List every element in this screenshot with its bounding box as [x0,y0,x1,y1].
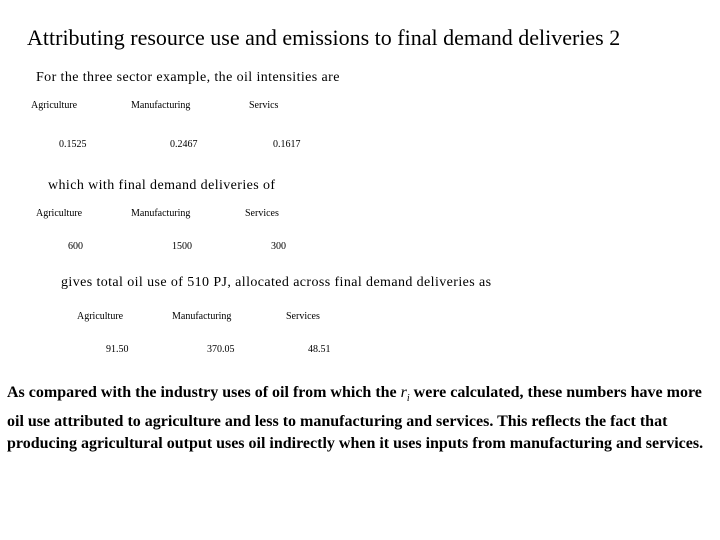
final-demand-lead: which with final demand deliveries of [48,178,276,193]
explanation-text-end: were calculated, these numbers have more oil use attributed to agriculture and less to manufacturing and services. This reflects the fact that producing agricultural output uses oil indirectly when it uses inputs from manufacturing and services. [7,384,704,453]
demand-value-services: 300 [271,241,286,252]
allocation-value-services: 48.51 [308,344,331,355]
allocation-lead: gives total oil use of 510 PJ, allocated across final demand deliveries as [61,275,492,290]
intensity-variable: $r_i$ [400,384,410,405]
demand-value-manufacturing: 1500 [172,241,192,252]
allocation-value-agriculture: 91.50 [106,344,129,355]
allocation-header-agriculture: Agriculture [77,311,124,322]
allocation-value-manufacturing: 370.05 [207,344,235,355]
allocation-header-services: Services [286,311,320,322]
intensity-header-agriculture: Agriculture [31,100,78,111]
allocation-header-manufacturing: Manufacturing [172,311,232,322]
demand-header-agriculture: Agriculture [36,208,83,219]
intensity-header-services: Servics [249,100,279,111]
demand-header-services: Services [245,208,279,219]
demand-header-manufacturing: Manufacturing [131,208,191,219]
demand-value-agriculture: 600 [68,241,83,252]
slide-title: Attributing resource use and emissions to final demand deliveries 2 [27,25,621,50]
intensities-lead: For the three sector example, the oil intensities are [36,70,340,85]
explanation-paragraph [7,382,713,456]
intensity-header-manufacturing: Manufacturing [131,100,191,111]
intensity-value-manufacturing: 0.2467 [170,139,198,150]
intensity-value-services: 0.1617 [273,139,301,150]
explanation-text-start: As compared with the industry uses of oil from which the [7,384,401,401]
intensity-value-agriculture: 0.1525 [59,139,87,150]
